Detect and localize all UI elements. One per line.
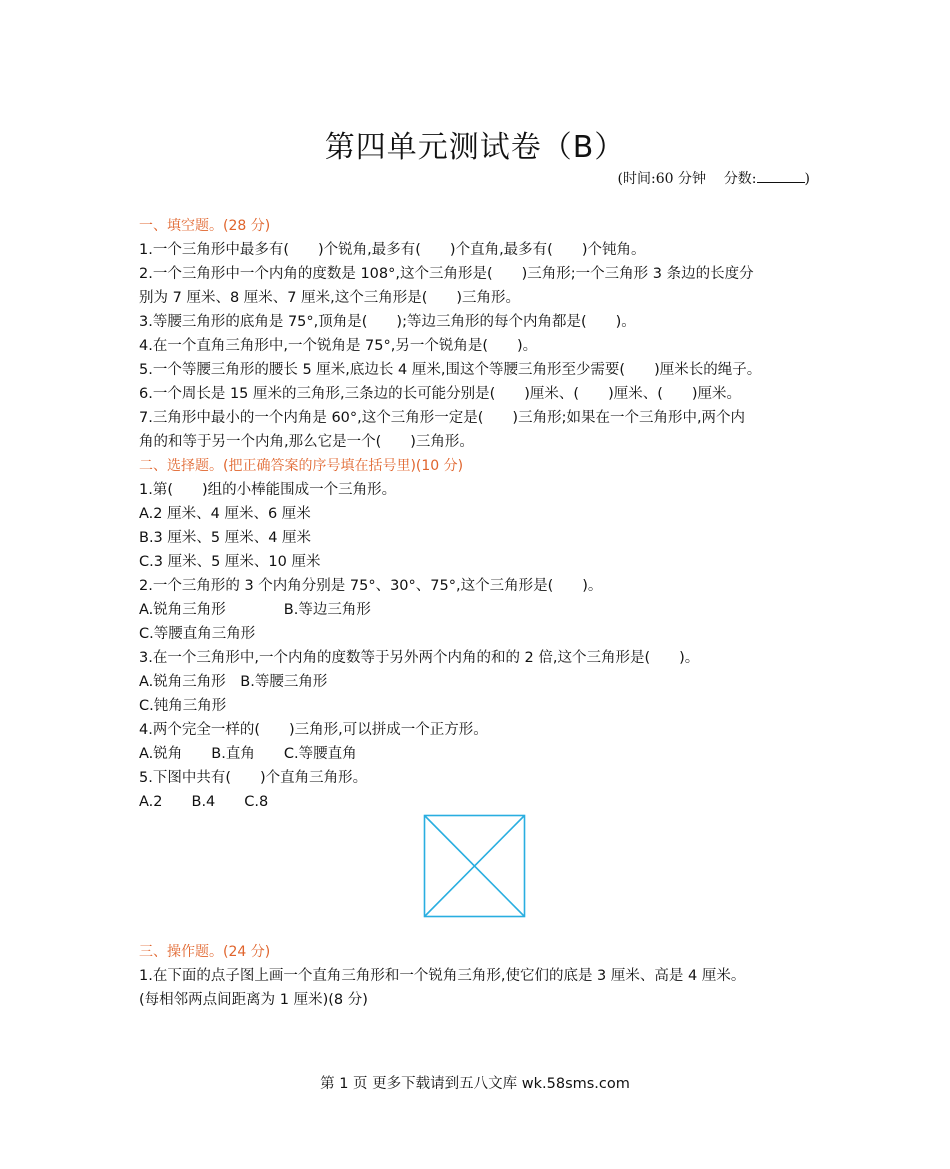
right-angle-mark — [471, 862, 479, 866]
subtitle-close: ) — [804, 171, 810, 187]
option-line: B.3 厘米、5 厘米、4 厘米 — [139, 530, 312, 546]
square-diagonals-diagram — [423, 814, 527, 920]
question-line: 2.一个三角形中一个内角的度数是 108°,这个三角形是( )三角形;一个三角形 3 条边的长度分 — [139, 266, 754, 282]
time-score-line — [560, 168, 810, 188]
question-line: 2.一个三角形的 3 个内角分别是 75°、30°、75°,这个三角形是( )。 — [139, 578, 603, 594]
section-choice — [139, 454, 819, 940]
section-heading: 二、选择题。(把正确答案的序号填在括号里)(10 分) — [139, 458, 464, 474]
section-heading: 一、填空题。(28 分) — [139, 218, 271, 234]
question-line: 5.一个等腰三角形的腰长 5 厘米,底边长 4 厘米,围这个等腰三角形至少需要( )厘米长的绳子。 — [139, 362, 762, 378]
question-line: 4.在一个直角三角形中,一个锐角是 75°,另一个锐角是( )。 — [139, 338, 538, 354]
page-footer: 第 1 页 更多下载请到五八文库 wk.58sms.com — [320, 1076, 630, 1092]
section-heading: 三、操作题。(24 分) — [139, 944, 271, 960]
question-line: 1.第( )组的小棒能围成一个三角形。 — [139, 482, 397, 498]
option-line: C.等腰直角三角形 — [139, 626, 256, 642]
question-line: 7.三角形中最小的一个内角是 60°,这个三角形一定是( )三角形;如果在一个三角形中,两个内 — [139, 410, 746, 426]
question-line: 5.下图中共有( )个直角三角形。 — [139, 770, 368, 786]
question-line: 别为 7 厘米、8 厘米、7 厘米,这个三角形是( )三角形。 — [139, 290, 521, 306]
option-line: C.3 厘米、5 厘米、10 厘米 — [139, 554, 321, 570]
section-fill-in — [139, 214, 819, 454]
option-line: A.锐角三角形 B.等腰三角形 — [139, 674, 328, 690]
question-line: 1.在下面的点子图上画一个直角三角形和一个锐角三角形,使它们的底是 3 厘米、高是 4 厘米。 — [139, 968, 746, 984]
question-line: (每相邻两点间距离为 1 厘米)(8 分) — [139, 992, 368, 1008]
question-line: 1.一个三角形中最多有( )个锐角,最多有( )个直角,最多有( )个钝角。 — [139, 242, 646, 258]
option-line: A.2 B.4 C.8 — [139, 794, 269, 810]
question-line: 4.两个完全一样的( )三角形,可以拼成一个正方形。 — [139, 722, 488, 738]
option-line: A.2 厘米、4 厘米、6 厘米 — [139, 506, 311, 522]
page-title: 第四单元测试卷（B） — [324, 130, 626, 165]
option-line: C.钝角三角形 — [139, 698, 227, 714]
section-operation — [139, 940, 819, 1012]
question-line: 3.等腰三角形的底角是 75°,顶角是( );等边三角形的每个内角都是( )。 — [139, 314, 636, 330]
option-line: A.锐角三角形 B.等边三角形 — [139, 602, 371, 618]
score-blank — [757, 168, 805, 183]
question-line: 3.在一个三角形中,一个内角的度数等于另外两个内角的和的 2 倍,这个三角形是( )。 — [139, 650, 700, 666]
question-line: 角的和等于另一个内角,那么它是一个( )三角形。 — [139, 434, 474, 450]
exam-content — [139, 214, 819, 1012]
option-line: A.锐角 B.直角 C.等腰直角 — [139, 746, 357, 762]
square-diagonals-figure — [139, 814, 819, 940]
time-label: (时间:60 分钟 — [617, 171, 706, 187]
question-line: 6.一个周长是 15 厘米的三角形,三条边的长可能分别是( )厘米、( )厘米、( )厘米。 — [139, 386, 742, 402]
score-label: 分数: — [723, 171, 757, 187]
